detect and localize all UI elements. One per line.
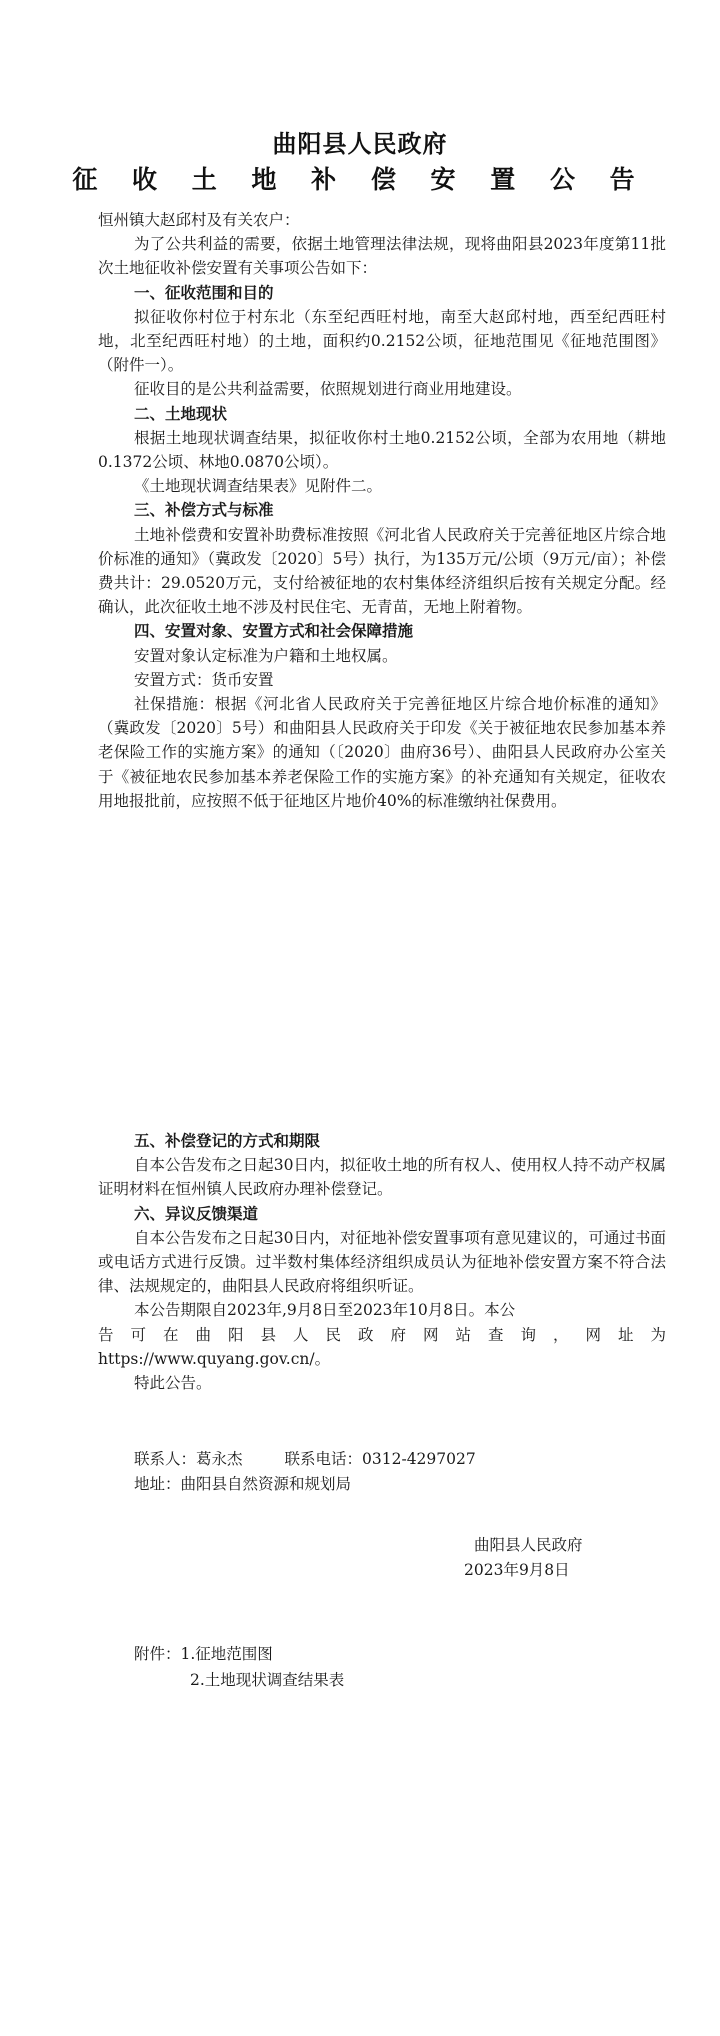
resettlement-target-paragraph: 安置对象认定标准为户籍和土地权属。	[134, 646, 398, 665]
social-security-paragraph: 社保措施：根据《河北省人民政府关于完善征地区片综合地价标准的通知》（冀政发〔2020〕5号）和曲阳县人民政府关于印发《关于被征地农民参加基本养老保险工作的实施方案》的通知（〔2020〕曲府36号）、曲阳县人民政府办公室关于《被征地农民参加基本养老保险工作的实施方案》的补充通知有关规定，征收农用地报批前，应按照不低于征地区片地价40%的标准缴纳社保费用。	[98, 695, 666, 810]
notice-period-line2: 告可在曲阳县人民政府网站查询，网址为	[98, 1325, 666, 1344]
notice-period-line1: 本公告期限自2023年,9月8日至2023年10月8日。本公	[134, 1301, 516, 1320]
attachments-list	[134, 1641, 344, 1693]
closing-line: 特此公告。	[134, 1374, 212, 1393]
attachments-label: 附件：	[134, 1645, 181, 1663]
issuer-title: 曲阳县人民政府	[272, 129, 448, 158]
resettlement-method-paragraph: 安置方式：货币安置	[134, 670, 274, 689]
land-status-paragraph: 根据土地现状调查结果，拟征收你村土地0.2152公顷，全部为农用地（耕地0.1372公顷、林地0.0870公顷）。	[98, 428, 666, 472]
section-heading-land-status: 二、土地现状	[134, 404, 228, 423]
signature-block	[464, 1533, 583, 1583]
compensation-paragraph: 土地补偿费和安置补助费标准按照《河北省人民政府关于完善征地区片综合地价标准的通知》（冀政发〔2020〕5号）执行，为135万元/公顷（9万元/亩）；补偿费共计：29.0520万元，支付给被征地的农村集体经济组织后按有关规定分配。经确认，此次征收土地不涉及村民住宅、无青苗，无地上附着物。	[98, 525, 666, 617]
signature-org: 曲阳县人民政府	[474, 1536, 583, 1554]
section-heading-registration: 五、补偿登记的方式和期限	[134, 1132, 321, 1150]
section-heading-scope: 一、征收范围和目的	[134, 283, 274, 302]
document-title: 征 收 土 地 补 偿 安 置 公 告	[72, 165, 648, 194]
contact-phone: 联系电话：0312-4297027	[284, 1450, 476, 1468]
intro-paragraph: 为了公共利益的需要，依据土地管理法律法规，现将曲阳县2023年度第11批次土地征收补偿安置有关事项公告如下：	[98, 235, 666, 278]
registration-paragraph: 自本公告发布之日起30日内，拟征收土地的所有权人、使用权人持不动产权属证明材料在恒州镇人民政府办理补偿登记。	[98, 1156, 666, 1199]
section-heading-resettlement: 四、安置对象、安置方式和社会保障措施	[134, 622, 414, 641]
scope-paragraph: 拟征收你村位于村东北（东至纪西旺村地，南至大赵邱村地，西至纪西旺村地，北至纪西旺村地）的土地，面积约0.2152公顷，征地范围见《征地范围图》（附件一）。	[98, 307, 666, 375]
contact-person: 联系人：葛永杰	[134, 1450, 243, 1468]
section-heading-compensation: 三、补偿方式与标准	[134, 501, 274, 520]
announcement-body-part1	[98, 208, 666, 813]
feedback-paragraph: 自本公告发布之日起30日内，对征地补偿安置事项有意见建议的，可通过书面或电话方式进行反馈。过半数村集体经济组织成员认为征地补偿安置方案不符合法律、法规规定的，曲阳县人民政府将组织听证。	[98, 1228, 666, 1296]
signature-date: 2023年9月8日	[464, 1561, 570, 1579]
attachment-item-1: 1.征地范围图	[180, 1645, 273, 1663]
section-heading-feedback: 六、异议反馈渠道	[134, 1204, 259, 1223]
announcement-body-part2	[98, 1129, 666, 1395]
land-status-attachment-note: 《土地现状调查结果表》见附件二。	[134, 477, 383, 496]
contact-info	[134, 1447, 476, 1497]
recipient-line: 恒州镇大赵邱村及有关农户：	[98, 211, 300, 229]
website-url: https://www.quyang.gov.cn/。	[98, 1349, 331, 1368]
purpose-paragraph: 征收目的是公共利益需要，依照规划进行商业用地建设。	[134, 380, 522, 399]
contact-address: 地址：曲阳县自然资源和规划局	[134, 1475, 352, 1493]
attachment-item-2: 2.土地现状调查结果表	[190, 1671, 345, 1689]
